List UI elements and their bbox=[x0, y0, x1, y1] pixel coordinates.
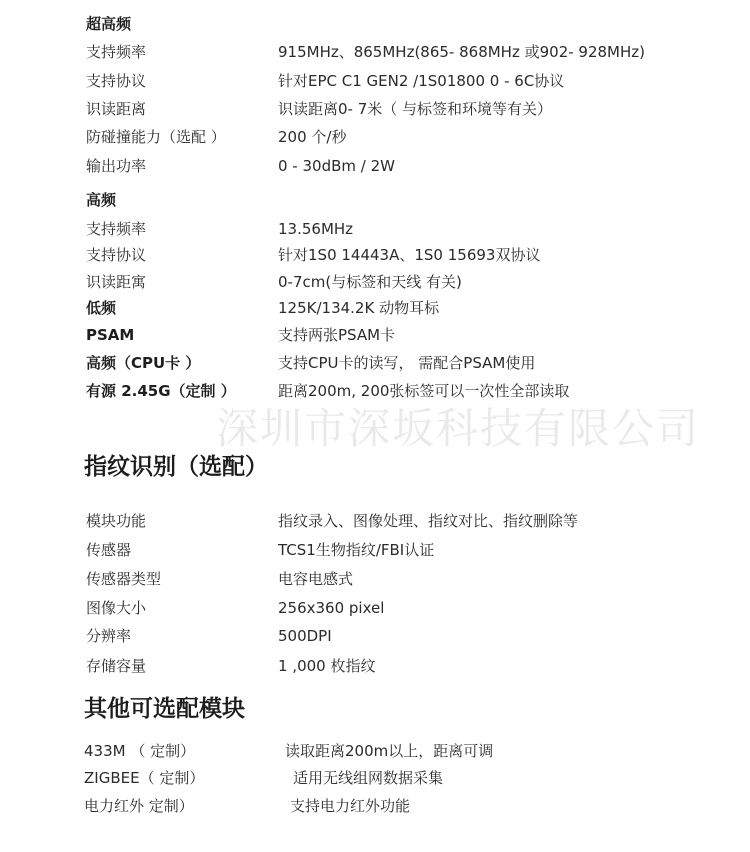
spec-value: 支持两张PSAM卡 bbox=[278, 326, 396, 344]
spec-label: 识读距寓 bbox=[86, 273, 147, 291]
spec-value: 125K/134.2K 动物耳标 bbox=[278, 299, 440, 317]
uhf-row-output-power bbox=[0, 152, 750, 180]
spec-label: 支持频率 bbox=[86, 43, 147, 61]
spec-label: 输出功率 bbox=[86, 157, 147, 175]
spec-label: 识读距离 bbox=[86, 100, 147, 118]
fp-row-function bbox=[0, 507, 750, 535]
spec-label: 传感器类型 bbox=[86, 570, 162, 588]
company-watermark: 深圳市深坂科技有限公司 bbox=[216, 404, 701, 453]
spec-label: 低频 bbox=[86, 299, 117, 317]
uhf-row-anticollision bbox=[0, 123, 750, 151]
hf-row-protocol bbox=[0, 241, 750, 269]
spec-value: 距离200m, 200张标签可以一次性全部读取 bbox=[278, 382, 570, 400]
spec-value: 1 ,000 枚指纹 bbox=[278, 657, 376, 675]
spec-value: 读取距离200m以上，距离可调 bbox=[285, 742, 494, 760]
spec-value: 支持CPU卡的读写， 需配合PSAM使用 bbox=[278, 354, 536, 372]
spec-label: 存储容量 bbox=[86, 657, 147, 675]
spec-value: 电容电感式 bbox=[278, 570, 354, 588]
spec-label: 图像大小 bbox=[86, 599, 147, 617]
spec-value: 适用无线组网数据采集 bbox=[293, 769, 444, 787]
other-row-433m bbox=[0, 737, 750, 765]
fp-row-resolution bbox=[0, 622, 750, 650]
spec-value: 200 个/秒 bbox=[278, 128, 347, 146]
spec-value: 识读距离0- 7米（ 与标签和环境等有关） bbox=[278, 100, 553, 118]
spec-label: 433M （ 定制） bbox=[84, 742, 196, 760]
spec-value: 指纹录入、图像处理、指纹对比、指纹删除等 bbox=[278, 512, 579, 530]
spec-label: 电力红外 定制） bbox=[84, 797, 194, 815]
active-245g-row bbox=[0, 377, 750, 405]
lf-row bbox=[0, 294, 750, 322]
spec-value: 13.56MHz bbox=[278, 220, 354, 238]
fp-row-sensor bbox=[0, 536, 750, 564]
spec-label: 模块功能 bbox=[86, 512, 147, 530]
psam-row bbox=[0, 321, 750, 349]
spec-label: 高频（CPU卡 ） bbox=[86, 354, 201, 372]
spec-value: 针对EPC C1 GEN2 /1S01800 0 - 6C协议 bbox=[278, 72, 565, 90]
fp-row-image-size bbox=[0, 594, 750, 622]
uhf-row-frequency bbox=[0, 38, 750, 66]
other-row-zigbee bbox=[0, 764, 750, 792]
spec-value: TCS1生物指纹/FBI认证 bbox=[278, 541, 435, 559]
uhf-row-read-distance bbox=[0, 95, 750, 123]
uhf-section-title: 超高频 bbox=[86, 15, 132, 33]
spec-value: 支持电力红外功能 bbox=[290, 797, 411, 815]
spec-label: 支持协议 bbox=[86, 246, 147, 264]
spec-value: 针对1S0 14443A、1S0 15693双协议 bbox=[278, 246, 541, 264]
spec-label: 支持协议 bbox=[86, 72, 147, 90]
spec-value: 0-7cm(与标签和天线 有关) bbox=[278, 273, 462, 291]
spec-value: 0 - 30dBm / 2W bbox=[278, 157, 395, 175]
spec-value: 915MHz、865MHz(865- 868MHz 或902- 928MHz) bbox=[278, 43, 645, 61]
spec-value: 256x360 pixel bbox=[278, 599, 385, 617]
spec-label: 支持频率 bbox=[86, 220, 147, 238]
spec-label: 分辨率 bbox=[86, 627, 132, 645]
spec-label: PSAM bbox=[86, 326, 135, 344]
other-modules-title: 其他可选配模块 bbox=[84, 696, 245, 722]
fp-row-sensor-type bbox=[0, 565, 750, 593]
hf-cpu-row bbox=[0, 349, 750, 377]
spec-value: 500DPI bbox=[278, 627, 332, 645]
other-row-power-infrared bbox=[0, 792, 750, 820]
fingerprint-section-title: 指纹识别（选配） bbox=[84, 454, 268, 480]
spec-label: ZIGBEE（ 定制） bbox=[84, 769, 205, 787]
hf-row-frequency bbox=[0, 215, 750, 243]
spec-label: 传感器 bbox=[86, 541, 132, 559]
spec-label: 有源 2.45G（定制 ） bbox=[86, 382, 236, 400]
hf-section-title: 高频 bbox=[86, 191, 117, 209]
spec-label: 防碰撞能力（选配 ） bbox=[86, 128, 226, 146]
uhf-row-protocol bbox=[0, 67, 750, 95]
hf-row-read-distance bbox=[0, 268, 750, 296]
fp-row-storage bbox=[0, 652, 750, 680]
